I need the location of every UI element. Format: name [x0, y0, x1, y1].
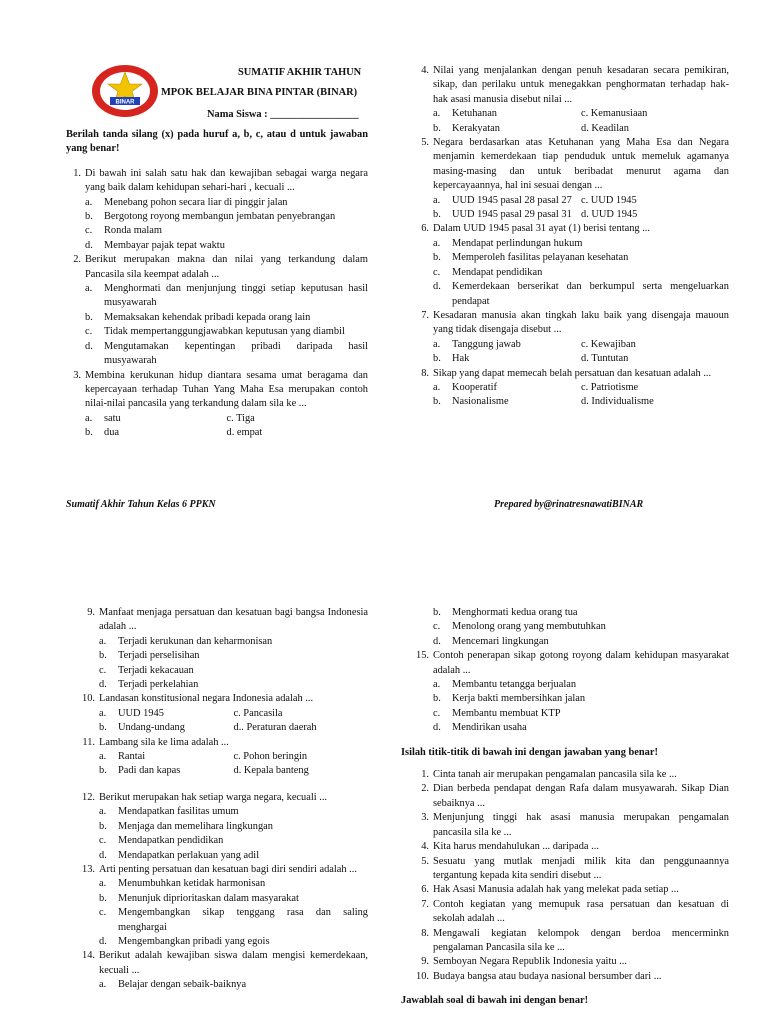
question-item — [80, 949, 368, 992]
option-text: UUD 1945 — [118, 707, 164, 719]
fill-in-item — [414, 927, 729, 956]
option-letter: a. — [433, 108, 441, 120]
right-column-2 — [401, 606, 729, 1009]
question-number: 6. — [421, 223, 429, 235]
question-item — [414, 64, 729, 136]
option-letter: b. — [85, 311, 93, 323]
option-text: d. Kepala banteng — [233, 765, 309, 777]
question-text: Dalam UUD 1945 pasal 31 ayat (1) berisi tentang ... — [433, 223, 650, 235]
option-letter: c. — [85, 225, 93, 237]
answer-option — [433, 721, 729, 735]
answer-option — [99, 721, 234, 735]
right-column — [414, 64, 729, 410]
answer-option — [433, 352, 581, 366]
option-text: d. Tuntutan — [581, 353, 629, 365]
option-letter: a. — [433, 679, 441, 691]
fill-in-item — [414, 883, 729, 897]
option-letter: d. — [85, 340, 93, 352]
option-text: Mengembangkan pribadi yang egois — [118, 935, 270, 947]
answer-option — [581, 338, 729, 352]
answer-option — [99, 892, 368, 906]
option-letter: d. — [99, 849, 107, 861]
option-text: Undang-undang — [118, 722, 185, 734]
option-grid — [433, 381, 729, 410]
option-text: c. Kemanusiaan — [581, 108, 648, 120]
question-number: 14. — [82, 950, 95, 962]
option-letter: a. — [99, 707, 107, 719]
item-number: 4. — [421, 841, 429, 853]
fill-in-item — [414, 898, 729, 927]
question-text: Lambang sila ke lima adalah ... — [99, 736, 229, 748]
option-letter: a. — [433, 338, 441, 350]
option-text: d.. Peraturan daerah — [233, 722, 317, 734]
option-letter: c. — [99, 907, 107, 919]
answer-option — [433, 237, 729, 251]
question-item — [66, 167, 368, 253]
option-text: c. Tiga — [226, 412, 255, 424]
option-text: Menunjuk diprioritaskan dalam masyarakat — [118, 892, 299, 904]
answer-option — [85, 282, 368, 311]
question-item — [80, 606, 368, 692]
option-text: Menolong orang yang membutuhkan — [452, 621, 606, 633]
option-text: Membayar pajak tepat waktu — [104, 239, 225, 251]
item-number: 8. — [421, 927, 429, 939]
answer-option — [433, 338, 581, 352]
question-item — [414, 222, 729, 308]
option-list — [433, 237, 729, 309]
answer-option — [433, 194, 581, 208]
logo-text: BINAR — [115, 99, 135, 106]
option-text: Tidak mempertanggungjawabkan keputusan yang diambil — [104, 326, 345, 338]
question-item — [80, 863, 368, 949]
answer-option — [581, 194, 729, 208]
answer-option — [99, 906, 368, 935]
item-text: Mengawali kegiatan kelompok dengan berdoa mencerminkn pengalaman Pancasila sila ke ... — [433, 927, 729, 953]
question-row — [66, 253, 368, 282]
worksheet-page-2 — [0, 512, 768, 1024]
option-text: UUD 1945 pasal 28 pasal 27 — [452, 194, 572, 206]
answer-option — [85, 210, 368, 224]
answer-option — [433, 606, 729, 620]
question-list-4 — [414, 649, 729, 735]
option-list — [99, 978, 368, 992]
question-text: Arti penting persatuan dan kesatuan bagi diri sendiri adalah ... — [99, 863, 357, 875]
option-text: d. empat — [226, 427, 263, 439]
option-text: Terjadi perselisihan — [118, 650, 200, 662]
fill-in-item — [414, 782, 729, 811]
question-item — [414, 367, 729, 410]
answer-option — [99, 849, 368, 863]
option-text: Kerakyatan — [452, 122, 500, 134]
option-list — [433, 678, 729, 736]
question-text: Manfaat menjaga persatuan dan kesatuan bagi bangsa Indonesia adalah ... — [99, 607, 368, 633]
option-text: Ketuhanan — [452, 108, 498, 120]
answer-option — [85, 412, 227, 426]
option-list — [99, 805, 368, 863]
option-letter: b. — [433, 396, 441, 408]
option-letter: a. — [433, 381, 441, 393]
item-text: Menjunjung tinggi hak asasi manusia merupakan pengamalan pancasila sila ke ... — [433, 812, 729, 838]
question-item — [414, 309, 729, 367]
section3-title: Jawablah soal di bawah ini dengan benar! — [401, 995, 589, 1007]
question-row — [80, 606, 368, 635]
option-letter: d. — [433, 722, 441, 734]
question-number: 12. — [82, 791, 95, 803]
option-grid — [85, 412, 368, 441]
option-text: Memperoleh fasilitas pelayanan kesehatan — [452, 252, 629, 264]
option-grid — [99, 750, 368, 779]
option-text: Kerja bakti membersihkan jalan — [452, 693, 586, 705]
answer-option — [99, 764, 234, 778]
option-text: Menghormati dan menjunjung tinggi setiap keputusan hasil musyawarah — [104, 283, 368, 309]
option-text: Mendapat pendidikan — [452, 266, 543, 278]
item-number: 10. — [416, 970, 429, 982]
option-text: satu — [104, 412, 121, 424]
item-text: Cinta tanah air merupakan pengamalan pancasila sila ke ... — [433, 769, 677, 781]
question-row — [80, 791, 368, 805]
answer-option — [85, 325, 368, 339]
answer-option — [581, 395, 729, 409]
question-item — [66, 369, 368, 441]
option-text: d. Keadilan — [581, 122, 629, 134]
option-text: Mencemari lingkungan — [452, 635, 549, 647]
option-text: c. Kewajiban — [581, 338, 636, 350]
option-letter: a. — [85, 412, 93, 424]
question-list-2 — [414, 64, 729, 410]
item-number: 9. — [421, 956, 429, 968]
answer-option — [99, 635, 368, 649]
question-row — [414, 64, 729, 107]
option-letter: a. — [99, 635, 107, 647]
answer-option — [99, 935, 368, 949]
answer-option — [433, 692, 729, 706]
question-text: Kesadaran manusia akan tingkah laku baik yang disengaja mauoun yang tidak disengaja disebut ... — [433, 309, 729, 336]
item-number: 6. — [421, 884, 429, 896]
option-letter: c. — [433, 266, 441, 278]
fill-in-item — [414, 840, 729, 854]
option-text: c. UUD 1945 — [581, 194, 637, 206]
answer-option — [433, 208, 581, 222]
question-row — [414, 367, 729, 381]
question-text: Landasan konstitusional negara Indonesia adalah ... — [99, 693, 314, 705]
answer-option — [581, 208, 729, 222]
answer-option — [99, 707, 234, 721]
option-text: Membantu tetangga berjualan — [452, 679, 577, 691]
option-letter: b. — [433, 252, 441, 264]
option-letter: d. — [433, 635, 441, 647]
answer-option — [433, 620, 729, 634]
question-text: Nilai yang menjalankan dengan penuh kesadaran secara pemikiran, sikap, dan perilaku untuk menegakkan penghormatan terhadap hak-hak asasi manusia disebut nilai ... — [433, 65, 729, 105]
option-text: Kooperatif — [452, 381, 498, 393]
option-text: UUD 1945 pasal 29 pasal 31 — [452, 209, 572, 221]
option-letter: b. — [85, 427, 93, 439]
answer-option — [85, 426, 227, 440]
question-item — [80, 692, 368, 735]
option-text: Mengutamakan kepentingan pribadi daripada hasil musyawarah — [104, 340, 368, 367]
question-item — [80, 791, 368, 863]
answer-option — [433, 266, 729, 280]
option-text: Menjaga dan memelihara lingkungan — [118, 820, 273, 832]
option-grid — [433, 107, 729, 136]
option-letter: d. — [433, 281, 441, 293]
question-row — [414, 309, 729, 338]
answer-option — [85, 239, 368, 253]
option-text: Belajar dengan sebaik-baiknya — [118, 979, 247, 991]
fill-in-item — [414, 955, 729, 969]
answer-option — [227, 412, 369, 426]
question-14-continued — [433, 606, 729, 649]
option-text: Bergotong royong membangun jembatan penyebrangan — [104, 211, 336, 223]
question-row — [414, 136, 729, 194]
item-text: Kita harus mendahulukan ... daripada ... — [433, 841, 599, 853]
option-text: d. Individualisme — [581, 396, 654, 408]
school-logo — [90, 63, 160, 119]
question-list-3 — [80, 606, 368, 993]
option-text: Kemerdekaan berserikat dan berkumpul serta mengeluarkan pendapat — [452, 281, 729, 307]
item-text: Contoh kegiatan yang memupuk rasa persatuan dan kesatuan di sekolah adalah ... — [433, 898, 729, 925]
item-text: Semboyan Negara Republik Indonesia yaitu ... — [433, 956, 627, 968]
question-item — [66, 253, 368, 368]
option-text: Terjadi kekacauan — [118, 664, 194, 676]
option-letter: c. — [99, 664, 107, 676]
question-text: Berikut merupakan hak setiap warga negara, kecuali ... — [99, 791, 328, 803]
option-text: Membantu membuat KTP — [452, 707, 561, 719]
option-text: Nasionalisme — [452, 396, 509, 408]
item-text: Budaya bangsa atau budaya nasional bersumber dari ... — [433, 970, 662, 982]
answer-option — [433, 251, 729, 265]
option-text: Terjadi kerukunan dan keharmonisan — [118, 635, 273, 647]
option-letter: b. — [433, 353, 441, 365]
option-letter: b. — [99, 765, 107, 777]
option-text: Memaksakan kehendak pribadi kepada orang lain — [104, 311, 311, 323]
option-list — [99, 877, 368, 949]
option-letter: b. — [99, 650, 107, 662]
answer-option — [433, 678, 729, 692]
option-letter: b. — [85, 211, 93, 223]
answer-option — [234, 764, 369, 778]
question-number: 8. — [421, 367, 429, 379]
answer-option — [433, 381, 581, 395]
option-text: Hak — [452, 353, 470, 365]
item-text: Sesuatu yang mutlak menjadi milik kita dan penggunaannya tergantung kepada kita sendiri disebut ... — [433, 855, 729, 881]
question-item — [414, 649, 729, 735]
option-letter: c. — [85, 326, 93, 338]
question-number: 13. — [82, 863, 95, 875]
answer-option — [99, 664, 368, 678]
fill-in-item — [414, 768, 729, 782]
answer-option — [99, 978, 368, 992]
option-text: c. Pancasila — [233, 707, 283, 719]
option-letter: b. — [433, 607, 441, 618]
answer-option — [85, 311, 368, 325]
title-line-2: MPOK BELAJAR BINA PINTAR (BINAR) — [161, 87, 358, 98]
item-number: 2. — [421, 783, 429, 795]
option-letter: c. — [433, 707, 441, 719]
question-number: 11. — [82, 736, 95, 748]
option-text: c. Patriotisme — [581, 381, 639, 393]
option-text: Mendapatkan fasilitas umum — [118, 806, 239, 818]
option-text: Menghormati kedua orang tua — [452, 607, 578, 618]
question-text: Negara berdasarkan atas Ketuhanan yang Maha Esa dan Negara menjamin kemerdekaan tiap penduduk untuk memeluk agamanya masing-masing dan untuk beribadat menurut agama dan kepercayaannya, hal ini sesuai dengan ... — [433, 137, 729, 192]
question-number: 3. — [73, 369, 81, 381]
answer-option — [581, 381, 729, 395]
option-text: Ronda malam — [104, 225, 163, 237]
option-letter: a. — [433, 194, 441, 206]
footer-right: Prepared by@rinatresnawatiBINAR — [494, 499, 644, 510]
left-column-2 — [80, 606, 368, 993]
answer-option — [433, 107, 581, 121]
answer-option — [99, 649, 368, 663]
question-row — [80, 736, 368, 750]
option-text: dua — [104, 427, 120, 439]
left-column — [66, 128, 368, 441]
item-text: Hak Asasi Manusia adalah hak yang melekat pada setiap ... — [433, 884, 679, 896]
question-number: 15. — [416, 650, 429, 662]
fill-in-item — [414, 970, 729, 984]
section2-title: Isilah titik-titik di bawah ini dengan jawaban yang benar! — [401, 746, 658, 758]
option-text: c. Pohon beringin — [233, 751, 308, 763]
answer-option — [234, 750, 369, 764]
option-text: Mengembangkan sikap tenggang rasa dan saling menghargai — [118, 907, 368, 933]
option-letter: a. — [99, 751, 107, 763]
option-text: Mendapatkan pendidikan — [118, 835, 224, 847]
option-letter: b. — [433, 209, 441, 221]
option-text: Menebang pohon secara liar di pinggir jalan — [104, 196, 288, 208]
answer-option — [433, 707, 729, 721]
question-row — [66, 369, 368, 412]
answer-option — [581, 352, 729, 366]
question-row — [66, 167, 368, 196]
answer-option — [234, 707, 369, 721]
option-list — [85, 196, 368, 254]
option-list — [85, 282, 368, 368]
option-letter: c. — [433, 621, 441, 633]
option-letter: b. — [99, 722, 107, 734]
answer-option — [227, 426, 369, 440]
option-letter: d. — [99, 679, 107, 691]
answer-option — [99, 750, 234, 764]
option-text: Tanggung jawab — [452, 338, 521, 350]
option-text: d. UUD 1945 — [581, 209, 638, 221]
answer-option — [99, 820, 368, 834]
question-item — [414, 136, 729, 222]
footer-left: Sumatif Akhir Tahun Kelas 6 PPKN — [66, 499, 216, 510]
question-row — [80, 949, 368, 978]
item-number: 7. — [421, 898, 429, 910]
answer-option — [234, 721, 369, 735]
fill-in-list — [414, 768, 729, 984]
answer-option — [99, 805, 368, 819]
answer-option — [85, 196, 368, 210]
question-row — [80, 863, 368, 877]
option-text: Rantai — [118, 751, 146, 763]
student-name-label: Nama Siswa : _________________ — [207, 109, 359, 120]
answer-option — [433, 635, 729, 649]
answer-option — [85, 340, 368, 369]
option-letter: a. — [99, 878, 107, 890]
option-letter: a. — [433, 237, 441, 249]
question-number: 5. — [421, 137, 429, 149]
question-row — [414, 649, 729, 678]
option-letter: d. — [85, 239, 93, 251]
option-letter: a. — [85, 196, 93, 208]
question-number: 1. — [73, 167, 81, 179]
option-text: Menumbuhkan ketidak harmonisan — [118, 878, 266, 890]
answer-option — [99, 834, 368, 848]
item-number: 3. — [421, 812, 429, 824]
answer-option — [433, 280, 729, 309]
question-number: 2. — [73, 254, 81, 266]
option-grid — [433, 338, 729, 367]
question-number: 10. — [82, 693, 95, 705]
question-row — [80, 692, 368, 706]
answer-option — [99, 678, 368, 692]
question-item — [80, 736, 368, 779]
answer-option — [99, 877, 368, 891]
question-text: Di bawah ini salah satu hak dan kewajiban sebagai warga negara yang baik dalam kehidupan sehari-hari , kecuali ... — [85, 167, 368, 194]
question-text: Berikut merupakan makna dan nilai yang terkandung dalam Pancasila sila keempat adalah ... — [85, 254, 368, 280]
option-letter: a. — [85, 283, 93, 295]
item-number: 1. — [421, 769, 429, 781]
question-text: Sikap yang dapat memecah belah persatuan dan kesatuan adalah ... — [433, 367, 712, 379]
question-number: 9. — [87, 607, 95, 618]
answer-option — [85, 224, 368, 238]
option-grid — [433, 194, 729, 223]
option-list — [99, 635, 368, 693]
question-number: 7. — [421, 309, 429, 321]
option-letter: b. — [433, 693, 441, 705]
option-letter: a. — [99, 979, 107, 991]
answer-option — [581, 107, 729, 121]
option-text: Terjadi perkelahian — [118, 679, 199, 691]
option-letter: b. — [99, 820, 107, 832]
answer-option — [433, 395, 581, 409]
fill-in-item — [414, 811, 729, 840]
option-letter: a. — [99, 806, 107, 818]
option-text: Padi dan kapas — [118, 765, 181, 777]
question-list-1 — [66, 167, 368, 441]
item-text: Dian berbeda pendapat dengan Rafa dalam musyawarah. Sikap Dian sebaiknya ... — [433, 783, 729, 809]
option-letter: d. — [99, 935, 107, 947]
option-text: Mendapat perlindungan hukum — [452, 237, 583, 249]
fill-in-item — [414, 855, 729, 884]
option-letter: b. — [433, 122, 441, 134]
option-grid — [99, 707, 368, 736]
option-text: Mendirikan usaha — [452, 722, 527, 734]
option-letter: c. — [99, 835, 107, 847]
option-text: Mendapatkan perlakuan yang adil — [118, 849, 260, 861]
question-text: Membina kerukunan hidup diantara sesama umat beragama dan kepercayaan terhadap Tuhan Yang Maha Esa merupakan contoh nilai-nilai pancasila yang terkandung dalam sila ke ... — [85, 369, 368, 410]
question-text: Berikut adalah kewajiban siswa dalam mengisi kemerdekaan, kecuali ... — [99, 950, 368, 976]
answer-option — [581, 122, 729, 136]
item-number: 5. — [421, 855, 429, 867]
question-number: 4. — [421, 65, 429, 76]
question-text: Contoh penerapan sikap gotong royong dalam kehidupan masyarakat adalah ... — [433, 650, 729, 676]
question-row — [414, 222, 729, 236]
answer-option — [433, 122, 581, 136]
option-letter: b. — [99, 892, 107, 904]
title-line-1: SUMATIF AKHIR TAHUN — [238, 67, 362, 78]
instruction-text: Berilah tanda silang (x) pada huruf a, b, c, atau d untuk jawaban yang benar! — [66, 129, 368, 155]
